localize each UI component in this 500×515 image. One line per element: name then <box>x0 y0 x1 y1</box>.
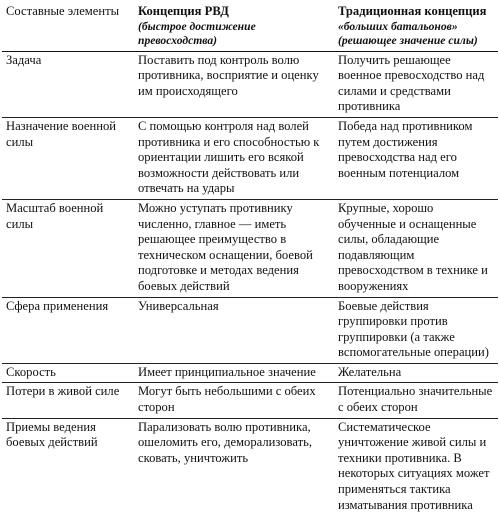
row-rvd: Имеет принципиальное значение <box>134 363 334 383</box>
row-traditional: Желательна <box>334 363 498 383</box>
row-element: Приемы ведения боевых действий <box>6 419 98 450</box>
row-traditional: Систематическое уничтожение живой силы и техники противника. В некоторых ситуациях может применяться тактика изматывания противника <box>338 419 490 512</box>
header-elements <box>2 4 134 51</box>
row-element: Назначение военной силы <box>2 117 134 199</box>
row-element: Потери в живой силе <box>2 383 134 418</box>
table-row <box>2 418 498 515</box>
row-traditional: Победа над противником путем достижения превосходства над его военным потенциалом <box>334 117 498 199</box>
row-traditional: Потенциально значительные с обеих сторон <box>334 383 498 418</box>
row-traditional: Крупные, хорошо обученные и оснащенные силы, обладающие подавляющим превосходством в технике и вооружениях <box>334 199 498 297</box>
row-traditional: Получить решающее военное превосходство над силами и средствами противника <box>334 51 498 117</box>
row-element: Задача <box>2 51 134 117</box>
table-row <box>2 297 498 363</box>
row-element: Масштаб военной силы <box>2 199 134 297</box>
row-rvd: Универсальная <box>134 297 334 363</box>
table-row <box>2 363 498 383</box>
header-traditional-subtitle: «больших батальонов» (решающее значение силы) <box>338 19 478 47</box>
table-row <box>2 199 498 297</box>
row-rvd: С помощью контроля над волей противника и его способностью к ориентации лишить его всякой возможности действовать или отвечать на удары <box>134 117 334 199</box>
row-traditional: Боевые действия группировки против группировки (а также вспомогательные операции) <box>334 297 498 363</box>
row-rvd: Парализовать волю противника, ошеломить его, деморализовать, сковать, уничтожить <box>138 419 312 465</box>
row-element: Скорость <box>2 363 134 383</box>
table-row <box>2 383 498 418</box>
row-rvd: Можно уступать противнику численно, главное — иметь решающее преимущество в техническом оснащении, боевой подготовке и методах ведения боевых действий <box>134 199 334 297</box>
table-body <box>2 51 498 515</box>
header-traditional-title: Традиционная концепция <box>338 4 487 18</box>
table-row <box>2 51 498 117</box>
table-row <box>2 117 498 199</box>
table-header <box>2 4 498 51</box>
row-element: Сфера применения <box>2 297 134 363</box>
header-elements-title: Составные элементы <box>6 4 120 18</box>
row-rvd: Поставить под контроль волю противника, восприятие и оценку им происходящего <box>134 51 334 117</box>
row-rvd: Могут быть небольшими с обеих сторон <box>134 383 334 418</box>
comparison-table <box>2 4 498 515</box>
header-rvd-subtitle: (быстрое достижение превосходства) <box>138 19 256 47</box>
header-rvd-title: Концепция РВД <box>138 4 229 18</box>
header-traditional <box>334 4 498 51</box>
header-row <box>2 4 498 51</box>
header-rvd <box>134 4 334 51</box>
